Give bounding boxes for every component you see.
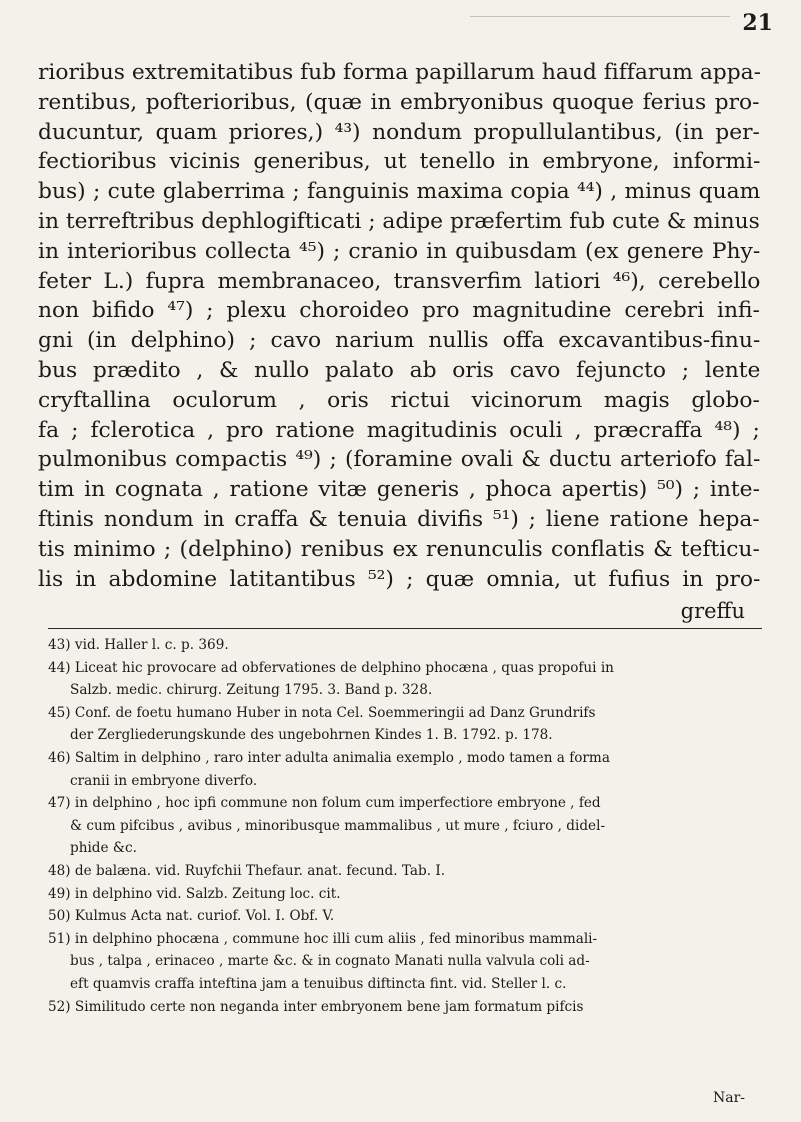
text-line: bus prædito , & nullo palato ab oris cavo fejuncto ; lente — [38, 357, 761, 383]
text-line: bus) ; cute glaberrima ; fanguinis maxima copia ⁴⁴) , minus quam — [38, 179, 761, 205]
text-line: tim in cognata , ratione vitæ generis , phoca apertis) ⁵⁰) ; inte- — [38, 477, 760, 503]
footnotes — [48, 634, 764, 1018]
footer-catchword: Nar- — [712, 1090, 745, 1106]
text-line: cryftallina oculorum , oris rictui vicinorum magis globo- — [38, 387, 760, 413]
footnote-line: eft quamvis craffa inteftina jam a tenuibus diftincta fint. vid. Steller l. c. — [70, 975, 567, 992]
text-line: rioribus extremitatibus fub forma papillarum haud fiffarum appa- — [38, 60, 762, 85]
text-line: tis minimo ; (delphino) renibus ex renunculis conflatis & tefticu- — [38, 536, 760, 562]
footnote-line: der Zergliederungskunde des ungebohrnen Kindes 1. B. 1792. p. 178. — [70, 727, 553, 744]
print-smudge — [470, 8, 730, 17]
text-line: non bifido ⁴⁷) ; plexu choroideo pro magnitudine cerebri infi- — [38, 298, 760, 324]
footnote-line: Salzb. medic. chirurg. Zeitung 1795. 3. Band p. 328. — [70, 682, 433, 699]
text-line: fa ; fclerotica , pro ratione magitudinis oculi , præcraffa ⁴⁸) ; — [38, 417, 760, 443]
text-line: fectioribus vicinis generibus, ut tenello in embryone, informi- — [38, 149, 761, 175]
text-line: pulmonibus compactis ⁴⁹) ; (foramine ovali & ductu arteriofo fal- — [38, 447, 761, 473]
footnote-line: 52) Similitudo certe non neganda inter embryonem bene jam formatum pifcis — [48, 998, 584, 1015]
text-line: ftinis nondum in craffa & tenuia divifis ⁵¹) ; liene ratione hepa- — [38, 506, 760, 532]
catchword: greffu — [680, 599, 745, 623]
text-line: ducuntur, quam priores,) ⁴³) nondum propullulantibus, (in per- — [38, 119, 760, 145]
footnote-line: phide &c. — [70, 840, 137, 857]
text-line: rentibus, pofterioribus, (quæ in embryonibus quoque ferius pro- — [38, 89, 760, 115]
main-text — [38, 58, 760, 594]
footnote-line: 49) in delphino vid. Salzb. Zeitung loc. cit. — [48, 885, 341, 902]
text-line: feter L.) fupra membranaceo, transverfim latiori ⁴⁶), cerebello — [38, 268, 761, 294]
footnote-line: 51) in delphino phocæna , commune hoc illi cum aliis , fed minoribus mammali- — [48, 930, 598, 947]
footnote-line: 50) Kulmus Acta nat. curiof. Vol. I. Obf. V. — [48, 908, 335, 925]
footnote-line: 45) Conf. de foetu humano Huber in nota Cel. Soemmeringii ad Danz Grundrifs — [48, 704, 596, 721]
footnote-line: & cum pifcibus , avibus , minoribusque mammalibus , ut mure , fciuro , didel- — [70, 817, 606, 834]
footnote-line: 48) de balæna. vid. Ruyfchii Thefaur. anat. fecund. Tab. I. — [48, 862, 446, 879]
footnote-line: 43) vid. Haller l. c. p. 369. — [48, 637, 229, 653]
footnote-line: bus , talpa , erinaceo , marte &c. & in cognato Manati nulla valvula coli ad- — [70, 953, 590, 970]
text-line: in interioribus collecta ⁴⁵) ; cranio in quibusdam (ex genere Phy- — [38, 238, 761, 264]
footnote-line: 47) in delphino , hoc ipfi commune non folum cum imperfectiore embryone , fed — [48, 795, 601, 812]
page-number: 21 — [742, 10, 773, 36]
footnote-line: 46) Saltim in delphino , raro inter adulta animalia exemplo , modo tamen a forma — [48, 749, 610, 766]
footnote-line: cranii in embryone diverfo. — [70, 772, 258, 789]
text-line: lis in abdomine latitantibus ⁵²) ; quæ omnia, ut fufius in pro- — [38, 566, 761, 592]
footnote-separator — [48, 628, 762, 629]
text-line: gni (in delphino) ; cavo narium nullis offa excavantibus-finu- — [38, 328, 761, 354]
text-line: in terreftribus dephlogifticati ; adipe præfertim fub cute & minus — [38, 208, 760, 234]
footnote-line: 44) Liceat hic provocare ad obfervationes de delphino phocæna , quas propofui in — [48, 659, 614, 676]
